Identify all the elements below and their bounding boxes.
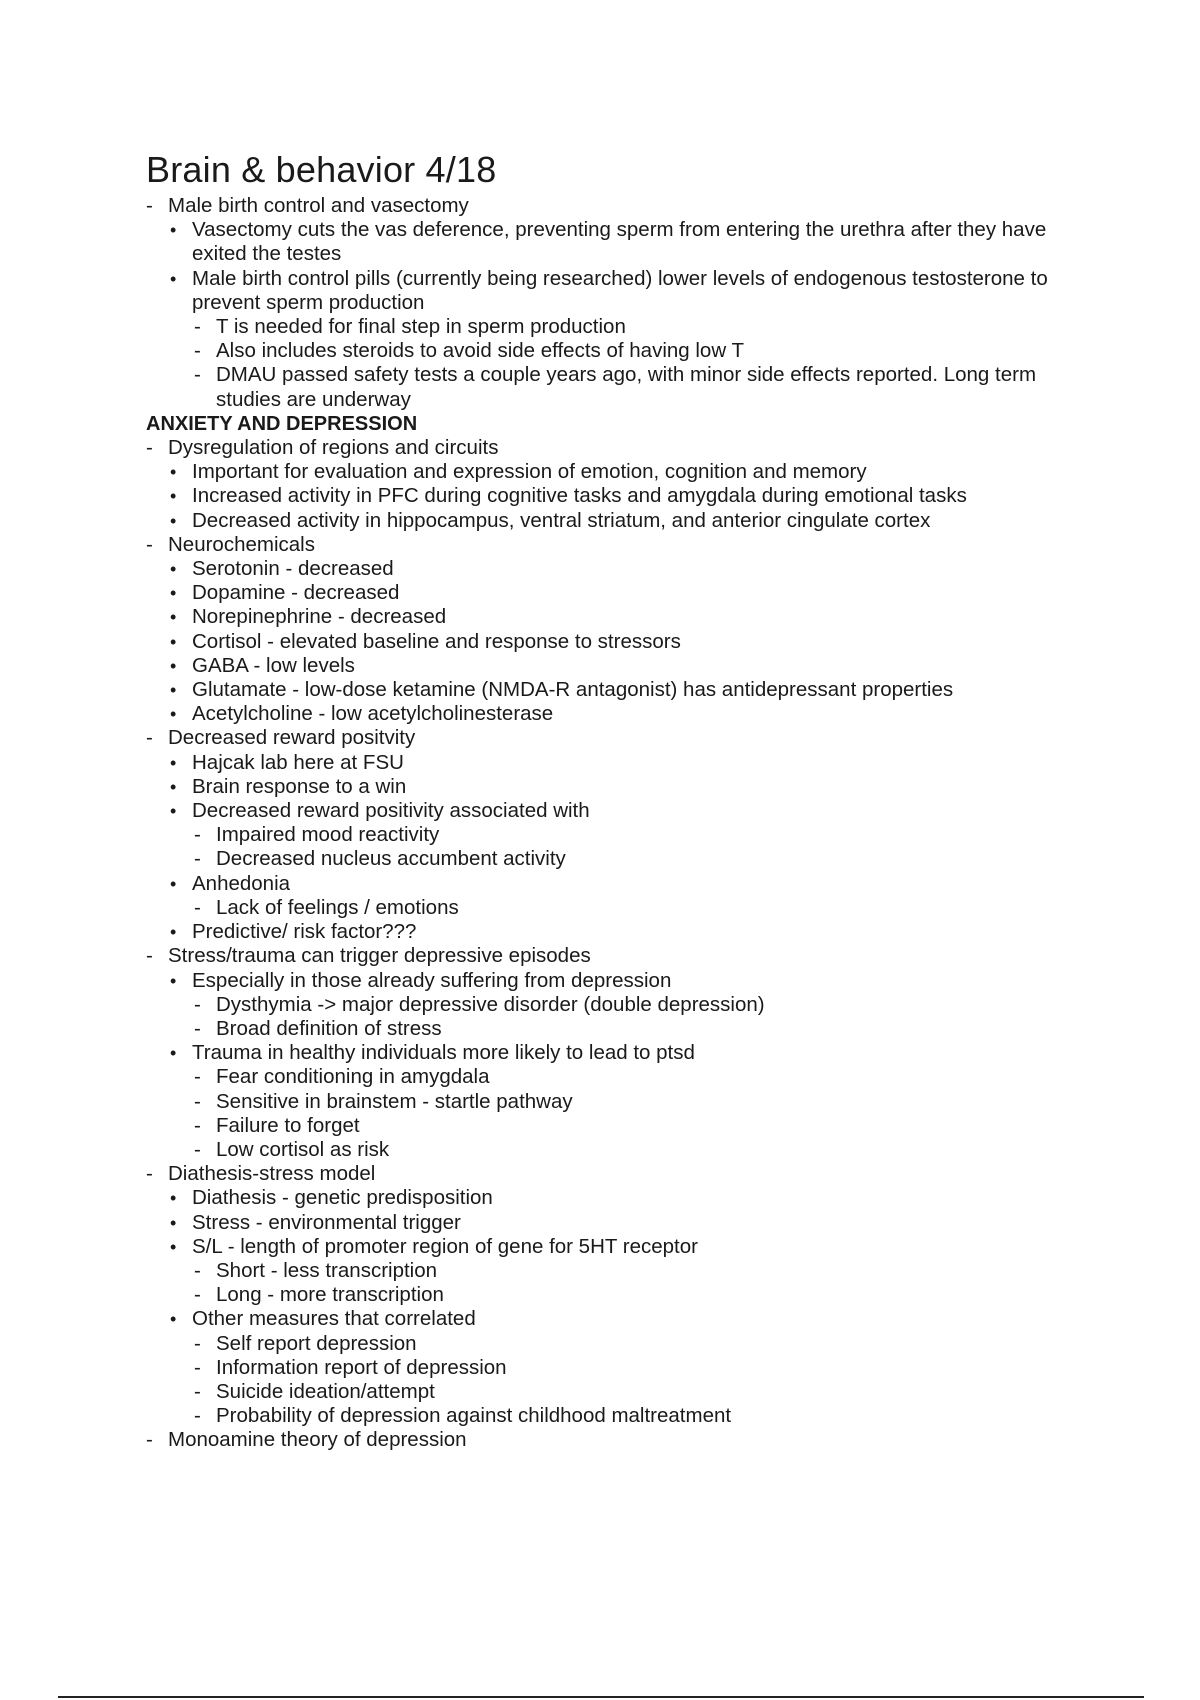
item-text: Vasectomy cuts the vas deference, preventing sperm from entering the urethra after they have exited the testes (192, 218, 1047, 266)
notes-page (146, 148, 1086, 1453)
item-text: Low cortisol as risk (216, 1137, 390, 1161)
item-text: Anhedonia (192, 871, 291, 895)
item-text: Norepinephrine - decreased (192, 605, 447, 629)
bullet-item (146, 920, 1086, 944)
item-text: Long - more transcription (216, 1283, 444, 1307)
dash-marker: - (194, 1379, 201, 1403)
dash-marker: - (194, 1137, 201, 1161)
dash-marker: - (194, 847, 201, 871)
item-text: Serotonin - decreased (192, 557, 394, 581)
dash-marker: - (194, 315, 201, 339)
item-text: Stress - environmental trigger (192, 1210, 461, 1234)
item-text: Monoamine theory of depression (168, 1428, 467, 1452)
bullet-marker: • (170, 631, 177, 652)
item-text: Also includes steroids to avoid side effects of having low T (216, 339, 744, 363)
bullet-item (146, 267, 1086, 315)
item-text: Self report depression (216, 1331, 417, 1355)
item-text: Dopamine - decreased (192, 581, 400, 605)
dash-marker: - (146, 194, 153, 217)
dash-marker: - (146, 532, 153, 556)
sub-item (146, 339, 1086, 363)
outline-item (146, 1428, 1086, 1452)
bullet-item (146, 484, 1086, 508)
bullet-marker: • (170, 559, 177, 580)
item-text: Decreased reward positvity (168, 726, 416, 750)
bullet-marker: • (170, 268, 177, 289)
item-text: Hajcak lab here at FSU (192, 750, 404, 774)
bullet-item (146, 775, 1086, 799)
sub-item (146, 1332, 1086, 1356)
bullet-item (146, 872, 1086, 896)
page-bottom-rule (58, 1696, 1144, 1698)
outline-item (146, 533, 1086, 557)
bullet-item (146, 581, 1086, 605)
section-heading (146, 412, 1086, 436)
sub-item (146, 1138, 1086, 1162)
dash-marker: - (194, 992, 201, 1016)
item-text: Glutamate - low-dose ketamine (NMDA-R antagonist) has antidepressant properties (192, 678, 954, 702)
bullet-marker: • (170, 680, 177, 701)
item-text: Suicide ideation/attempt (216, 1379, 435, 1403)
bullet-marker: • (170, 462, 177, 483)
dash-marker: - (194, 1331, 201, 1355)
dash-marker: - (194, 1113, 201, 1137)
item-text: Other measures that correlated (192, 1307, 476, 1331)
item-text: Male birth control pills (currently being researched) lower levels of endogenous testosterone to prevent sperm production (192, 266, 1048, 314)
bullet-marker: • (170, 655, 177, 676)
dash-marker: - (146, 1428, 153, 1452)
sub-item (146, 823, 1086, 847)
sub-item (146, 847, 1086, 871)
item-text: Impaired mood reactivity (216, 823, 440, 847)
item-text: Male birth control and vasectomy (168, 194, 469, 217)
bullet-item (146, 678, 1086, 702)
outline-item (146, 194, 1086, 218)
sub-item (146, 1356, 1086, 1380)
dash-marker: - (146, 1162, 153, 1186)
outline-item (146, 1162, 1086, 1186)
sub-item (146, 1283, 1086, 1307)
outline-item (146, 944, 1086, 968)
bullet-item (146, 1307, 1086, 1331)
notes-list (146, 194, 1086, 1453)
bullet-marker: • (170, 1043, 177, 1064)
outline-item (146, 726, 1086, 750)
bullet-item (146, 460, 1086, 484)
dash-marker: - (194, 1258, 201, 1282)
bullet-marker: • (170, 704, 177, 725)
dash-marker: - (146, 944, 153, 968)
bullet-marker: • (170, 776, 177, 797)
item-text: Short - less transcription (216, 1258, 438, 1282)
item-text: Neurochemicals (168, 532, 315, 556)
dash-marker: - (194, 895, 201, 919)
bullet-marker: • (170, 1309, 177, 1330)
dash-marker: - (194, 1355, 201, 1379)
sub-item (146, 993, 1086, 1017)
item-text: Lack of feelings / emotions (216, 895, 459, 919)
bullet-marker: • (170, 510, 177, 531)
item-text: Acetylcholine - low acetylcholinesterase (192, 702, 554, 726)
sub-item (146, 1065, 1086, 1089)
bullet-marker: • (170, 752, 177, 773)
item-text: Dysregulation of regions and circuits (168, 436, 499, 460)
dash-marker: - (194, 823, 201, 847)
bullet-marker: • (170, 1236, 177, 1257)
bullet-marker: • (170, 1212, 177, 1233)
item-text: S/L - length of promoter region of gene for 5HT receptor (192, 1234, 698, 1258)
bullet-marker: • (170, 220, 177, 241)
item-text: Decreased activity in hippocampus, ventral striatum, and anterior cingulate cortex (192, 508, 931, 532)
item-text: Broad definition of stress (216, 1016, 442, 1040)
bullet-item (146, 630, 1086, 654)
dash-marker: - (194, 363, 201, 387)
bullet-marker: • (170, 583, 177, 604)
dash-marker: - (194, 1089, 201, 1113)
sub-item (146, 896, 1086, 920)
sub-item (146, 1114, 1086, 1138)
item-text: Decreased nucleus accumbent activity (216, 847, 566, 871)
bullet-item (146, 1186, 1086, 1210)
page-title: Brain & behavior 4/18 (146, 149, 497, 190)
sub-item (146, 1090, 1086, 1114)
item-text: Diathesis-stress model (168, 1162, 376, 1186)
item-text: Dysthymia -> major depressive disorder (double depression) (216, 992, 765, 1016)
bullet-item (146, 557, 1086, 581)
bullet-item (146, 654, 1086, 678)
item-text: Stress/trauma can trigger depressive episodes (168, 944, 591, 968)
item-text: T is needed for final step in sperm production (216, 315, 626, 339)
item-text: Trauma in healthy individuals more likely to lead to ptsd (192, 1041, 695, 1065)
item-text: Decreased reward positivity associated with (192, 799, 590, 823)
sub-item (146, 315, 1086, 339)
item-text: Probability of depression against childhood maltreatment (216, 1404, 732, 1428)
sub-item (146, 1259, 1086, 1283)
item-text: Important for evaluation and expression of emotion, cognition and memory (192, 460, 867, 484)
bullet-item (146, 605, 1086, 629)
dash-marker: - (194, 1065, 201, 1089)
dash-marker: - (194, 339, 201, 363)
dash-marker: - (194, 1016, 201, 1040)
sub-item (146, 1017, 1086, 1041)
item-text: Failure to forget (216, 1113, 360, 1137)
dash-marker: - (146, 436, 153, 460)
bullet-item (146, 751, 1086, 775)
bullet-item (146, 1041, 1086, 1065)
bullet-item (146, 509, 1086, 533)
sub-item (146, 363, 1086, 411)
bullet-marker: • (170, 486, 177, 507)
item-text: Cortisol - elevated baseline and response to stressors (192, 629, 681, 653)
outline-item (146, 436, 1086, 460)
item-text: Information report of depression (216, 1355, 507, 1379)
item-text: Predictive/ risk factor??? (192, 920, 417, 944)
bullet-marker: • (170, 607, 177, 628)
dash-marker: - (146, 726, 153, 750)
item-text: Fear conditioning in amygdala (216, 1065, 490, 1089)
item-text: GABA - low levels (192, 653, 355, 677)
item-text: Brain response to a win (192, 774, 407, 798)
item-text: Increased activity in PFC during cognitive tasks and amygdala during emotional tasks (192, 484, 967, 508)
item-text: Sensitive in brainstem - startle pathway (216, 1089, 573, 1113)
bullet-marker: • (170, 873, 177, 894)
item-text: ANXIETY AND DEPRESSION (146, 412, 418, 435)
sub-item (146, 1404, 1086, 1428)
item-text: DMAU passed safety tests a couple years ago, with minor side effects reported. Long term studies are underway (216, 363, 1037, 411)
dash-marker: - (194, 1404, 201, 1428)
dash-marker: - (194, 1283, 201, 1307)
item-text: Especially in those already suffering from depression (192, 968, 672, 992)
bullet-marker: • (170, 922, 177, 943)
bullet-item (146, 702, 1086, 726)
item-text: Diathesis - genetic predisposition (192, 1186, 493, 1210)
bullet-item (146, 218, 1086, 266)
bullet-marker: • (170, 970, 177, 991)
bullet-item (146, 969, 1086, 993)
sub-item (146, 1380, 1086, 1404)
bullet-item (146, 1235, 1086, 1259)
bullet-marker: • (170, 801, 177, 822)
bullet-marker: • (170, 1188, 177, 1209)
bullet-item (146, 799, 1086, 823)
bullet-item (146, 1211, 1086, 1235)
